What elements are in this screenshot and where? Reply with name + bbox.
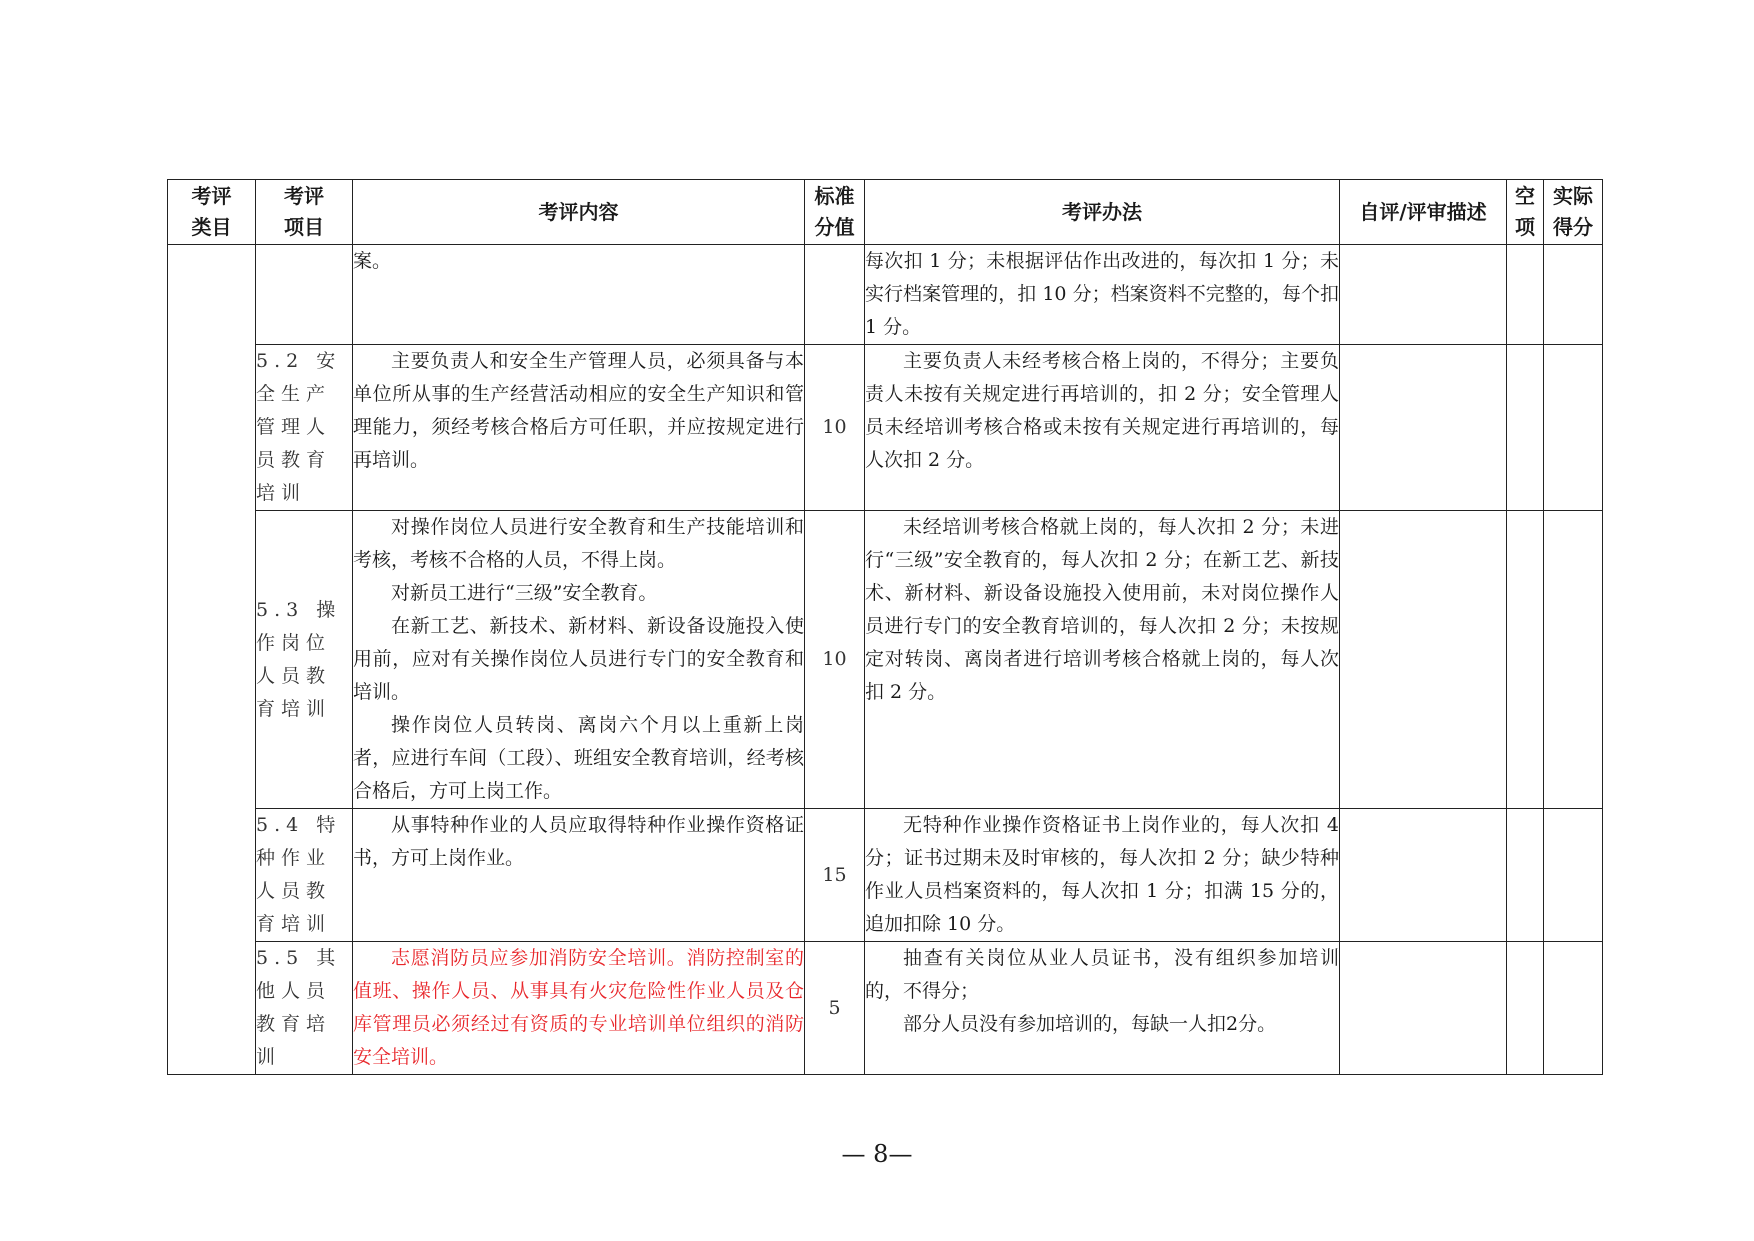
score-cell xyxy=(805,245,865,345)
header-empty-item: 空 项 xyxy=(1507,180,1544,245)
method-paragraph: 无特种作业操作资格证书上岗作业的，每人次扣 4 分；证书过期未及时审核的，每人次扣 2 分；缺少特种作业人员档案资料的，每人次扣 1 分；扣满 15 分的，追加扣除 10 分。 xyxy=(865,814,1339,935)
content-cell xyxy=(353,942,805,1075)
empty-item-cell[interactable] xyxy=(1507,942,1544,1075)
score-cell: 15 xyxy=(805,809,865,942)
empty-item-cell[interactable] xyxy=(1507,345,1544,511)
actual-score-cell[interactable] xyxy=(1544,345,1603,511)
method-cell xyxy=(865,511,1340,809)
self-eval-cell[interactable] xyxy=(1340,942,1507,1075)
content-paragraph: 案。 xyxy=(353,250,392,272)
content-paragraph: 在新工艺、新技术、新材料、新设备设施投入使用前，应对有关操作岗位人员进行专门的安全教育和培训。 xyxy=(353,615,804,703)
content-paragraph: 操作岗位人员转岗、离岗六个月以上重新上岗者，应进行车间（工段）、班组安全教育培训，经考核合格后，方可上岗工作。 xyxy=(353,714,804,802)
content-cell xyxy=(353,511,805,809)
table-row xyxy=(168,511,1603,809)
content-cell xyxy=(353,809,805,942)
table-row xyxy=(168,942,1603,1075)
self-eval-cell[interactable] xyxy=(1340,345,1507,511)
self-eval-cell[interactable] xyxy=(1340,809,1507,942)
method-cell xyxy=(865,345,1340,511)
content-paragraph-highlighted: 志愿消防员应参加消防安全培训。消防控制室的值班、操作人员、从事具有火灾危险性作业人员及仓库管理员必须经过有资质的专业培训单位组织的消防安全培训。 xyxy=(353,947,804,1068)
method-paragraph: 每次扣 1 分；未根据评估作出改进的，每次扣 1 分；未实行档案管理的，扣 10 分；档案资料不完整的，每个扣 1 分。 xyxy=(865,250,1339,338)
method-paragraph: 部分人员没有参加培训的，每缺一人扣2分。 xyxy=(903,1013,1277,1035)
table-row xyxy=(168,245,1603,345)
item-cell: 5.4 特种作业人员教育培训 xyxy=(256,809,353,942)
method-cell xyxy=(865,809,1340,942)
header-standard-score: 标准 分值 xyxy=(805,180,865,245)
actual-score-cell[interactable] xyxy=(1544,245,1603,345)
evaluation-table xyxy=(167,179,1603,1075)
header-row xyxy=(168,180,1603,245)
content-paragraph: 对新员工进行“三级”安全教育。 xyxy=(391,582,658,604)
content-paragraph: 对操作岗位人员进行安全教育和生产技能培训和考核，考核不合格的人员，不得上岗。 xyxy=(353,516,804,571)
item-cell: 5.5 其他人员教育培训 xyxy=(256,942,353,1075)
score-cell: 10 xyxy=(805,345,865,511)
method-paragraph: 未经培训考核合格就上岗的，每人次扣 2 分；未进行“三级”安全教育的，每人次扣 2 分；在新工艺、新技术、新材料、新设备设施投入使用前，未对岗位操作人员进行专门的安全教育培训的，每人次扣 2 分；未按规定对转岗、离岗者进行培训考核合格就上岗的，每人次扣 2 分。 xyxy=(865,516,1339,703)
actual-score-cell[interactable] xyxy=(1544,942,1603,1075)
header-item: 考评 项目 xyxy=(256,180,353,245)
actual-score-cell[interactable] xyxy=(1544,511,1603,809)
item-cell: 5.3 操作岗位人员教育培训 xyxy=(256,511,353,809)
header-category: 考评 类目 xyxy=(168,180,256,245)
method-paragraph: 主要负责人未经考核合格上岗的，不得分；主要负责人未按有关规定进行再培训的，扣 2 分；安全管理人员未经培训考核合格或未按有关规定进行再培训的，每人次扣 2 分。 xyxy=(865,350,1339,471)
page-number: — 8— xyxy=(841,1140,913,1168)
empty-item-cell[interactable] xyxy=(1507,809,1544,942)
self-eval-cell[interactable] xyxy=(1340,511,1507,809)
header-self-eval: 自评/评审描述 xyxy=(1340,180,1507,245)
item-cell xyxy=(256,245,353,345)
header-content: 考评内容 xyxy=(353,180,805,245)
item-cell: 5.2 安全生产管理人员教育培训 xyxy=(256,345,353,511)
table-row xyxy=(168,345,1603,511)
method-cell xyxy=(865,245,1340,345)
category-cell xyxy=(168,245,256,1075)
self-eval-cell[interactable] xyxy=(1340,245,1507,345)
score-cell: 10 xyxy=(805,511,865,809)
method-cell xyxy=(865,942,1340,1075)
empty-item-cell[interactable] xyxy=(1507,511,1544,809)
content-paragraph: 主要负责人和安全生产管理人员，必须具备与本单位所从事的生产经营活动相应的安全生产知识和管理能力，须经考核合格后方可任职，并应按规定进行再培训。 xyxy=(353,350,804,471)
method-paragraph: 抽查有关岗位从业人员证书，没有组织参加培训的，不得分； xyxy=(865,947,1339,1002)
content-cell xyxy=(353,245,805,345)
header-method: 考评办法 xyxy=(865,180,1340,245)
table-row xyxy=(168,809,1603,942)
header-actual-score: 实际 得分 xyxy=(1544,180,1603,245)
content-paragraph: 从事特种作业的人员应取得特种作业操作资格证书，方可上岗作业。 xyxy=(353,814,804,869)
score-cell: 5 xyxy=(805,942,865,1075)
empty-item-cell[interactable] xyxy=(1507,245,1544,345)
actual-score-cell[interactable] xyxy=(1544,809,1603,942)
content-cell xyxy=(353,345,805,511)
